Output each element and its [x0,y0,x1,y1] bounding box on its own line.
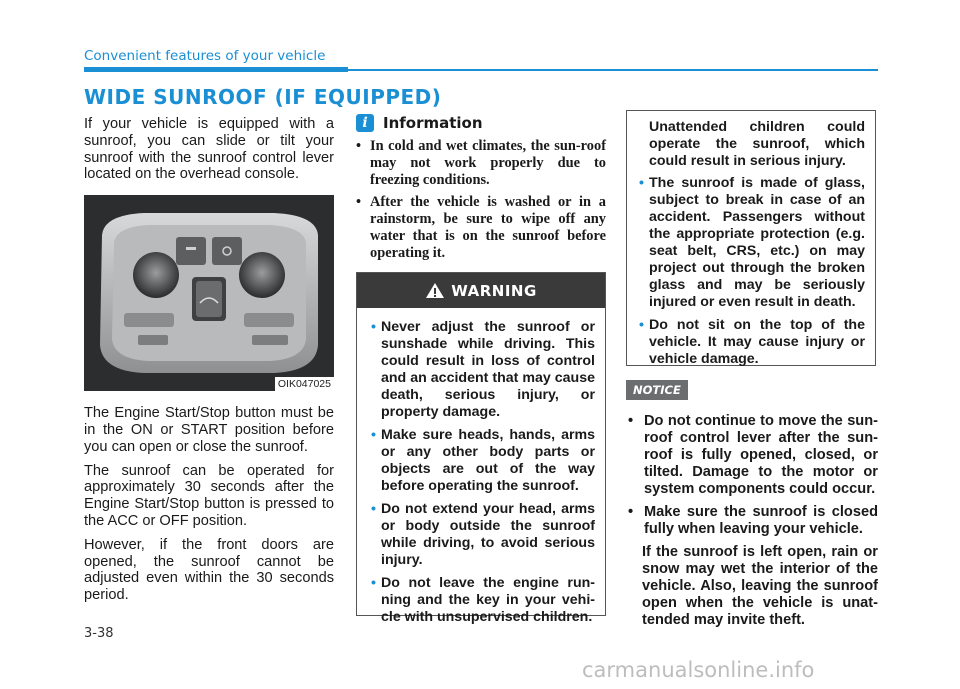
warning-title: WARNING [451,281,537,300]
list-item: • Make sure heads, hands, arms or any other body parts or objects are out of the way before operating the sunroof. [371,427,595,495]
header-rule-thick [84,67,348,72]
information-list [356,138,606,262]
overhead-console-illustration [84,195,334,391]
warning-box [356,272,606,625]
list-item: • Do not sit on the top of the vehicle. It may cause injury or vehicle damage. [639,317,865,368]
warning-continued-text: Unattended children could operate the sunroof, which could result in serious injury. [649,119,865,169]
warning-header [357,273,605,308]
header-rule-thin [348,69,878,71]
right-column [626,110,878,629]
list-item: • Do not continue to move the sun-roof control lever after the sun-roof is fully opened, closed, or tilted. Damage to the motor or system components could occur. [628,413,878,498]
notice-extra-text: If the sunroof is left open, rain or snow may wet the interior of the vehicle. Also, leaving the sunroof open when the vehicle is unat-tended may invite theft. [642,544,878,628]
body-paragraph: The sunroof can be operated for approximately 30 seconds after the Engine Start/Stop button is pressed to the ACC or OFF position. [84,462,334,529]
list-item: • After the vehicle is washed or in a rainstorm, be sure to wipe off any water that is on the sunroof before operating it. [356,194,606,261]
list-item: • In cold and wet climates, the sun-roof may not work properly due to freezing conditions. [356,138,606,188]
page-title: WIDE SUNROOF (IF EQUIPPED) [84,85,442,109]
list-item: • Do not leave the engine run-ning and the key in your vehi-cle with unsupervised children. [371,575,595,626]
right-map-lamp [239,252,285,298]
middle-column [356,114,606,625]
intro-paragraph: If your vehicle is equipped with a sunroof, you can slide or tilt your sunroof with the sunroof control lever located on the overhead console. [84,116,334,183]
warning-triangle-icon [425,282,445,299]
information-title: Information [383,114,483,132]
notice-list [626,413,878,538]
page-number: 3-38 [84,626,114,641]
list-item: • Do not extend your head, arms or body outside the sunroof while driving, to avoid serious injury. [371,501,595,569]
information-header [356,114,606,132]
figure-caption: OIK047025 [275,377,334,391]
information-icon: i [356,114,374,132]
warning-continued-box [626,110,876,366]
list-item: • Never adjust the sunroof or sunshade while driving. This could result in loss of control and an accident that may cause death, serious injury, or property damage. [371,319,595,421]
warning-list [357,308,605,626]
body-paragraph: However, if the front doors are opened, the sunroof cannot be adjusted even within the 30 seconds period. [84,536,334,604]
watermark-text: carmanualsonline.info [582,658,815,682]
list-item: • The sunroof is made of glass, subject to break in case of an accident. Passengers without the appropriate protection (e.g. seat belt, CRS, etc.) on may project out through the broken glass and may be seriously injured or even result in death. [639,175,865,311]
list-item: • Make sure the sunroof is closed fully when leaving your vehicle. [628,504,878,538]
notice-badge: NOTICE [626,380,688,400]
section-header: Convenient features of your vehicle [84,48,326,64]
left-map-lamp [133,252,179,298]
warning-list-continued [639,175,865,368]
body-paragraph: The Engine Start/Stop button must be in the ON or START position before you can open or close the sunroof. [84,405,334,455]
overhead-console-photo [84,195,334,391]
left-column [84,116,334,611]
